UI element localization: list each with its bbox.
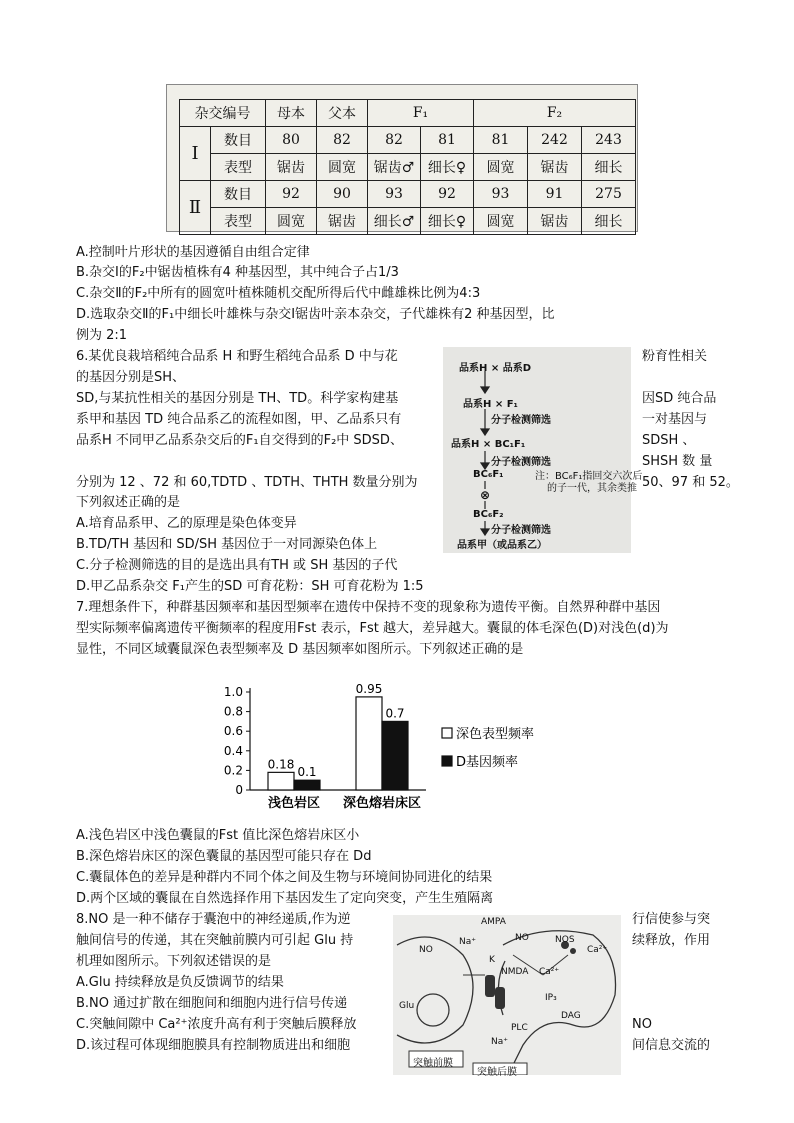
table-cell: 细长 — [582, 154, 636, 181]
frequency-chart — [210, 668, 556, 814]
q5-option-c: C.杂交Ⅱ的F₂中所有的圆宽叶植株随机交配所得后代中雌雄株比例为4:3 — [76, 286, 481, 301]
flow-step: 品系H × BC₁F₁ — [451, 439, 526, 450]
k-label: K — [489, 955, 495, 965]
table-cell: 275 — [582, 181, 636, 208]
bar — [382, 721, 408, 790]
q8-stem: 触间信号的传递，其在突触前膜内可引起 Glu 持 — [76, 933, 354, 948]
y-tick-label: 0.8 — [223, 704, 243, 719]
flow-step: BC₆F₂ — [473, 509, 504, 520]
q6-stem: SHSH 数 量 — [642, 454, 713, 469]
table-cell: 92 — [266, 181, 317, 208]
flow-note: 的子一代，其余类推 — [547, 483, 637, 494]
table-cell: 82 — [317, 127, 368, 154]
q8-stem: 8.NO 是一种不储存于囊泡中的神经递质,作为逆 — [76, 912, 351, 927]
cross-data-table — [179, 99, 636, 235]
q7-option-c: C.囊鼠体色的差异是种群内不同个体之间及生物与环境间协同进化的结果 — [76, 870, 493, 885]
flow-step: 品系甲（或品系乙） — [457, 540, 547, 551]
table-cell: 细长♂ — [368, 208, 421, 235]
table-header-cell: 杂交编号 — [180, 100, 266, 127]
sodium-label: Na⁺ — [491, 1037, 508, 1047]
self-cross-symbol: ⊗ — [480, 488, 491, 502]
flow-step: 品系H × F₁ — [463, 399, 518, 410]
table-cell: 91 — [528, 181, 582, 208]
q6-option-c: C.分子检测筛选的目的是选出具有TH 或 SH 基因的子代 — [76, 558, 398, 573]
row-label: 数目 — [211, 181, 266, 208]
q6-stem: 粉育性相关 — [642, 349, 708, 364]
table-header-cell: F₁ — [368, 100, 474, 127]
q8-option-d-cont: 间信息交流的 — [632, 1038, 711, 1053]
legend-label: D基因频率 — [456, 755, 519, 770]
q7-option-d: D.两个区域的囊鼠在自然选择作用下基因发生了定向突变，产生生殖隔离 — [76, 891, 494, 906]
legend-swatch — [442, 756, 452, 766]
synapse-diagram — [393, 915, 621, 1078]
table-header-cell: F₂ — [474, 100, 636, 127]
table-cell: 锯齿 — [528, 154, 582, 181]
q5-option-d: D.选取杂交Ⅱ的F₁中细长叶雄株与杂交Ⅰ锯齿叶亲本杂交，子代雄株有2 种基因型，比 — [76, 307, 555, 322]
cross-id: Ⅰ — [180, 127, 211, 181]
bar — [356, 697, 382, 790]
q7-stem: 型实际频率偏离遗传平衡频率的程度用Fst 表示，Fst 越大，差异越大。囊鼠的体毛深色(D)对浅色(d)为 — [76, 621, 669, 636]
sodium-label: Na⁺ — [459, 937, 476, 947]
table-cell: 80 — [266, 127, 317, 154]
q8-option-a: A.Glu 持续释放是负反馈调节的结果 — [76, 975, 284, 990]
cross-table-image — [166, 84, 638, 232]
no-label: NO — [515, 933, 529, 943]
data-label: 0.1 — [297, 765, 317, 780]
q5-option-b: B.杂交Ⅰ的F₂中锯齿植株有4 种基因型，其中纯合子占1/3 — [76, 265, 399, 280]
table-row — [180, 181, 636, 208]
q6-stem: 6.某优良栽培稻纯合品系 H 和野生稻纯合品系 D 中与花 — [76, 349, 398, 364]
plc-label: PLC — [511, 1023, 528, 1033]
chart-svg — [210, 668, 556, 814]
category-label: 浅色岩区 — [267, 796, 321, 811]
bar — [268, 772, 294, 790]
flow-step: 分子检测筛选 — [491, 525, 551, 536]
flow-step: 品系H × 品系D — [459, 363, 532, 374]
table-cell: 243 — [582, 127, 636, 154]
nmda-label: NMDA — [501, 967, 529, 977]
y-tick-label: 0 — [235, 783, 243, 797]
flow-note: 注：BC₆F₁指回交六次后 — [535, 471, 643, 482]
presynaptic-label: 突触前膜 — [413, 1058, 453, 1069]
table-cell: 细长 — [582, 208, 636, 235]
y-tick-label: 0.4 — [223, 743, 243, 758]
table-cell: 细长♀ — [421, 154, 474, 181]
calcium-label: Ca²⁺ — [587, 945, 608, 955]
q6-stem: 的基因分别是SH、 — [76, 370, 186, 385]
q7-option-a: A.浅色岩区中浅色囊鼠的Fst 值比深色熔岩床区小 — [76, 828, 360, 843]
dag-label: DAG — [561, 1011, 581, 1021]
table-cell: 圆宽 — [474, 208, 528, 235]
q6-option-b: B.TD/TH 基因和 SD/SH 基因位于一对同源染色体上 — [76, 537, 378, 552]
data-label: 0.7 — [385, 706, 405, 721]
flow-step: 分子检测筛选 — [491, 415, 551, 426]
table-row — [180, 208, 636, 235]
table-cell: 圆宽 — [266, 208, 317, 235]
table-cell: 242 — [528, 127, 582, 154]
q8-option-d: D.该过程可体现细胞膜具有控制物质进出和细胞 — [76, 1038, 351, 1053]
y-tick-label: 1.0 — [223, 685, 243, 699]
q6-stem: 因SD 纯合品 — [642, 391, 717, 406]
q8-option-c: C.突触间隙中 Ca²⁺浓度升高有利于突触后膜释放 — [76, 1017, 357, 1032]
q8-stem: 机理如图所示。下列叙述错误的是 — [76, 954, 272, 969]
data-label: 0.95 — [355, 681, 383, 696]
table-cell: 细长♀ — [421, 208, 474, 235]
q6-stem: 系甲和基因 TD 纯合品系乙的流程如图，甲、乙品系只有 — [76, 412, 402, 427]
q7-stem: 显性，不同区域囊鼠深色表型频率及 D 基因频率如图所示。下列叙述正确的是 — [76, 642, 524, 657]
ip3-label: IP₃ — [545, 993, 557, 1003]
legend-swatch — [442, 728, 452, 738]
legend-label: 深色表型频率 — [456, 727, 535, 742]
table-cell: 锯齿♂ — [368, 154, 421, 181]
table-header-cell: 母本 — [266, 100, 317, 127]
y-tick-label: 0.6 — [223, 724, 243, 739]
table-cell: 圆宽 — [317, 154, 368, 181]
no-label: NO — [419, 945, 433, 955]
data-label: 0.18 — [267, 757, 295, 772]
synapse-shapes — [393, 915, 621, 1075]
row-label: 数目 — [211, 127, 266, 154]
table-cell: 81 — [421, 127, 474, 154]
table-row — [180, 154, 636, 181]
q8-option-b: B.NO 通过扩散在细胞间和细胞内进行信号传递 — [76, 996, 348, 1011]
q5-option-a: A.控制叶片形状的基因遵循自由组合定律 — [76, 245, 310, 260]
q8-stem: 行信使参与突 — [632, 912, 711, 927]
q6-stem: 一对基因与 — [642, 412, 708, 427]
q6-stem: 分别为 12 、72 和 60,TDTD 、TDTH、THTH 数量分别为 — [76, 475, 418, 490]
row-label: 表型 — [211, 208, 266, 235]
q7-option-b: B.深色熔岩床区的深色囊鼠的基因型可能只存在 Dd — [76, 849, 372, 864]
table-cell: 90 — [317, 181, 368, 208]
q6-option-a: A.培育品系甲、乙的原理是染色体变异 — [76, 516, 297, 531]
nos-label: NOS — [555, 935, 575, 945]
y-tick-label: 0.2 — [223, 763, 243, 778]
q7-stem: 7.理想条件下，种群基因频率和基因型频率在遗传中保持不变的现象称为遗传平衡。自然界种群中基因 — [76, 600, 661, 615]
q6-stem: SDSH 、 — [642, 433, 696, 448]
table-cell: 锯齿 — [266, 154, 317, 181]
table-header-row — [180, 100, 636, 127]
breeding-flow-diagram — [443, 347, 643, 553]
table-header-cell: 父本 — [317, 100, 368, 127]
table-row — [180, 127, 636, 154]
glu-label: Glu — [399, 1001, 415, 1011]
table-cell: 92 — [421, 181, 474, 208]
calcium-label: Ca²⁺ — [539, 967, 560, 977]
table-cell: 81 — [474, 127, 528, 154]
ampa-label: AMPA — [481, 917, 506, 927]
cross-id: Ⅱ — [180, 181, 211, 235]
bar — [294, 780, 320, 790]
table-cell: 82 — [368, 127, 421, 154]
category-label: 深色熔岩床区 — [342, 796, 422, 811]
table-cell: 93 — [474, 181, 528, 208]
flow-step: 分子检测筛选 — [491, 457, 551, 468]
table-cell: 锯齿 — [317, 208, 368, 235]
flow-step: BC₆F₁ — [473, 469, 504, 480]
postsynaptic-label: 突触后膜 — [477, 1067, 517, 1078]
q6-stem: SD,与某抗性相关的基因分别是 TH、TD。科学家构建基 — [76, 391, 399, 406]
table-cell: 93 — [368, 181, 421, 208]
table-cell: 圆宽 — [474, 154, 528, 181]
row-label: 表型 — [211, 154, 266, 181]
q6-stem: 下列叙述正确的是 — [76, 495, 181, 510]
q5-option-d-cont: 例为 2:1 — [76, 328, 128, 343]
q8-option-c-cont: NO — [632, 1017, 652, 1032]
q6-option-d: D.甲乙品系杂交 F₁产生的SD 可育花粉：SH 可育花粉为 1:5 — [76, 579, 424, 594]
q8-stem: 续释放，作用 — [632, 933, 711, 948]
q6-stem: 50、97 和 52。 — [642, 475, 739, 490]
table-cell: 锯齿 — [528, 208, 582, 235]
q6-stem: 品系H 不同甲乙品系杂交后的F₁自交得到的F₂中 SDSD、 — [76, 433, 403, 448]
